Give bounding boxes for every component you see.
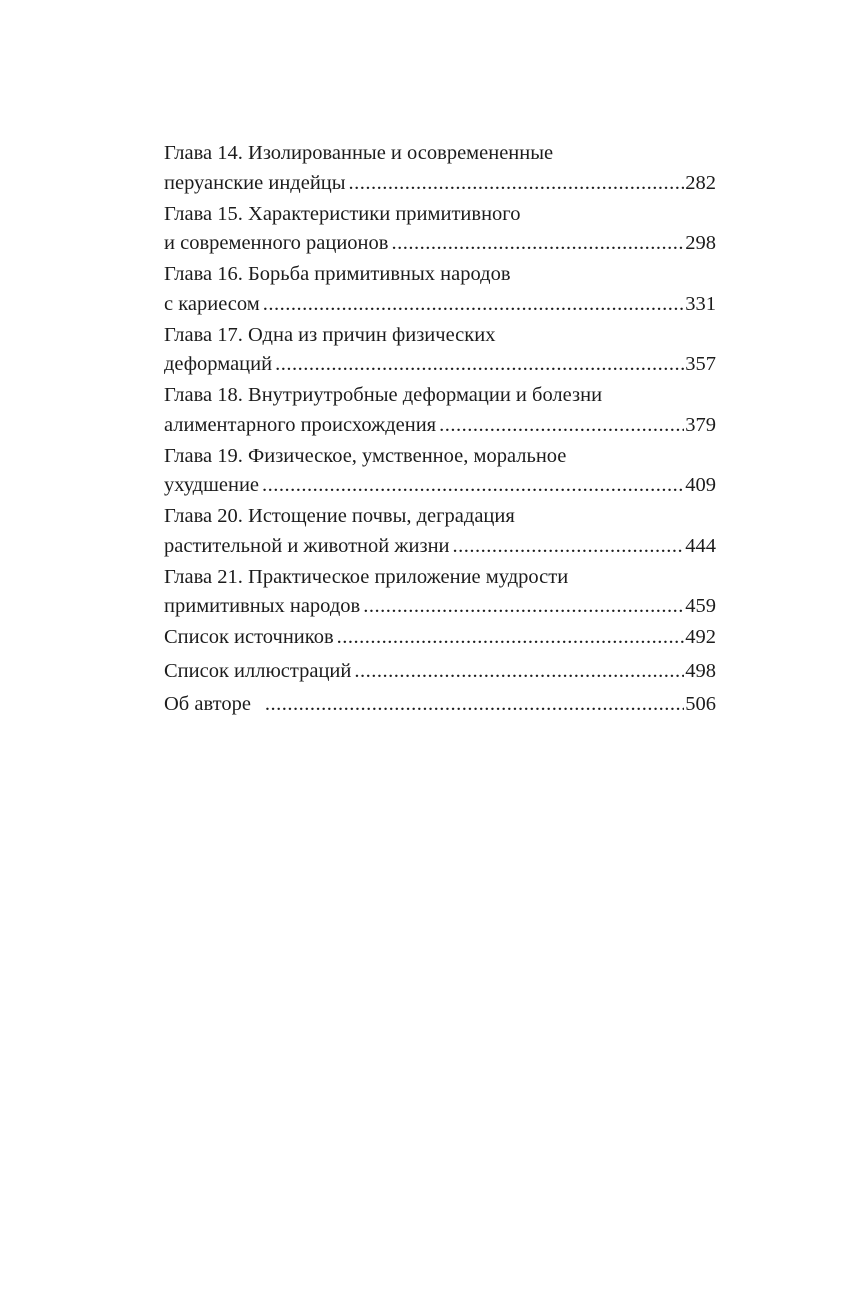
toc-entry-title: Глава 17. Одна из причин физических bbox=[164, 323, 496, 346]
toc-page-number: 357 bbox=[685, 353, 716, 375]
toc-entry-about-author[interactable] bbox=[164, 690, 716, 720]
toc-entry-title: Глава 18. Внутриутробные деформации и болезни bbox=[164, 384, 603, 406]
toc-entry-title: Список источников bbox=[164, 626, 334, 648]
dot-leader bbox=[265, 690, 684, 720]
toc-entry-illustrations[interactable] bbox=[164, 657, 716, 687]
dot-leader bbox=[263, 290, 685, 320]
dot-leader bbox=[363, 592, 684, 622]
toc-entry-title: Глава 14. Изолированные и осовремененные bbox=[164, 142, 554, 164]
dot-leader bbox=[275, 350, 684, 380]
toc-entry-chapter-19[interactable] bbox=[164, 442, 716, 501]
dot-leader bbox=[354, 657, 684, 687]
toc-entry-title: Глава 15. Характеристики примитивного bbox=[164, 202, 521, 225]
toc-entry-title: Глава 20. Истощение почвы, деградация bbox=[164, 505, 515, 527]
toc-entry-title-continued: алиментарного происхождения bbox=[164, 413, 437, 436]
toc-entry-chapter-17[interactable] bbox=[164, 321, 716, 380]
toc-page-number: 331 bbox=[685, 292, 716, 315]
toc-entry-title-continued: растительной и животной жизни bbox=[164, 534, 450, 557]
toc-entry-sources[interactable] bbox=[164, 623, 716, 653]
toc-entry-title: Глава 21. Практическое приложение мудрости bbox=[164, 565, 569, 588]
toc-page-number: 409 bbox=[685, 474, 716, 496]
toc-page-number: 459 bbox=[685, 595, 716, 617]
table-of-contents bbox=[164, 139, 716, 724]
toc-entry-chapter-18[interactable] bbox=[164, 381, 716, 440]
toc-page-number: 498 bbox=[685, 659, 716, 682]
toc-entry-title-continued: деформаций bbox=[164, 353, 273, 375]
toc-page-number: 298 bbox=[685, 232, 716, 254]
dot-leader bbox=[439, 411, 684, 441]
toc-page-number: 492 bbox=[685, 626, 716, 648]
toc-entry-chapter-15[interactable] bbox=[164, 200, 716, 259]
toc-entry-title: Список иллюстраций bbox=[164, 659, 352, 682]
toc-entry-chapter-20[interactable] bbox=[164, 502, 716, 561]
toc-entry-chapter-21[interactable] bbox=[164, 563, 716, 622]
toc-entry-title-continued: примитивных народов bbox=[164, 595, 361, 617]
toc-page-number: 506 bbox=[685, 693, 716, 715]
toc-entry-title-continued: с кариесом bbox=[164, 292, 260, 315]
dot-leader bbox=[262, 471, 684, 501]
toc-entry-title: Глава 19. Физическое, умственное, моральное bbox=[164, 444, 567, 467]
toc-page-number: 444 bbox=[685, 534, 716, 557]
dot-leader bbox=[349, 169, 685, 199]
toc-entry-title-continued: и современного рационов bbox=[164, 232, 389, 254]
toc-entry-title-continued: перуанские индейцы bbox=[164, 171, 346, 194]
toc-entry-chapter-16[interactable] bbox=[164, 260, 716, 319]
toc-entry-title: Об авторе bbox=[164, 693, 251, 715]
toc-entry-chapter-14[interactable] bbox=[164, 139, 716, 198]
toc-page-number: 379 bbox=[685, 413, 716, 436]
toc-entry-title: Глава 16. Борьба примитивных народов bbox=[164, 263, 511, 285]
dot-leader bbox=[391, 229, 684, 259]
dot-leader bbox=[453, 532, 685, 562]
toc-page-number: 282 bbox=[685, 171, 716, 194]
dot-leader bbox=[337, 623, 685, 653]
toc-entry-title-continued: ухудшение bbox=[164, 474, 260, 496]
